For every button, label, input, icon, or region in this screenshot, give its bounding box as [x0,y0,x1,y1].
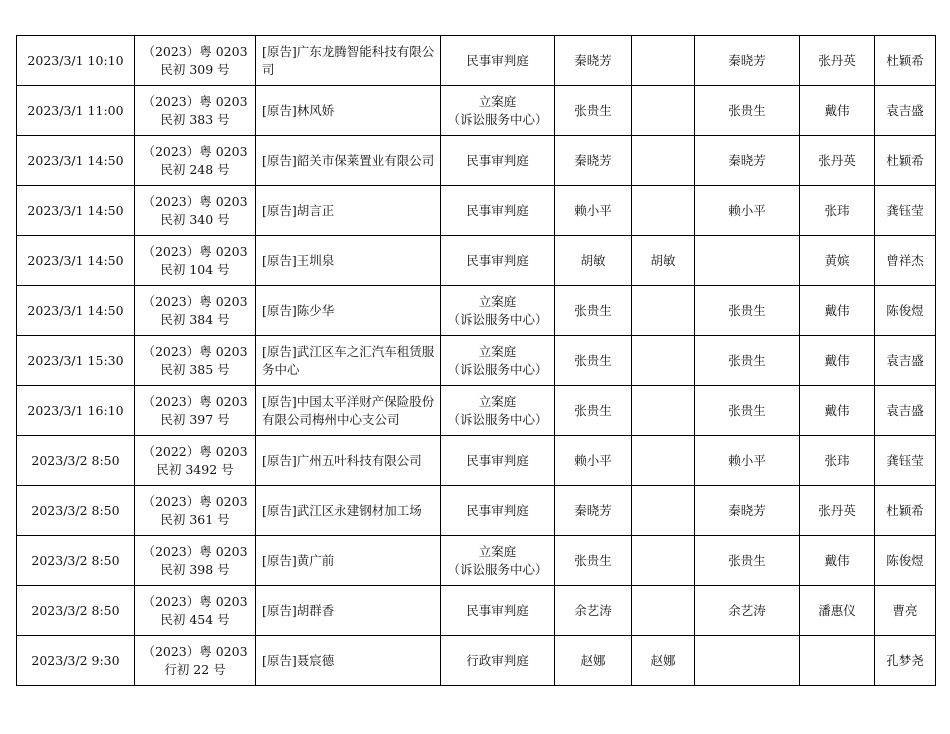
assigned-judge-cell [632,136,695,186]
hearing-time-cell: 2023/3/1 16:10 [17,386,135,436]
assistant-cell: 张丹英 [800,486,875,536]
table-row [17,286,936,336]
clerk-cell: 杜颖希 [875,486,936,536]
hearing-time-cell: 2023/3/1 11:00 [17,86,135,136]
clerk-cell: 袁吉盛 [875,336,936,386]
trial-judge-cell: 秦晓芳 [695,36,800,86]
hearing-time-cell: 2023/3/1 15:30 [17,336,135,386]
court-room-line: 民事审判庭 [466,52,529,68]
presiding-judge-cell: 赵娜 [555,636,632,686]
case-number-cell: （2023）粤 0203 民初 104 号 [135,236,256,286]
assistant-cell: 戴伟 [800,336,875,386]
case-number-cell: （2023）粤 0203 民初 309 号 [135,36,256,86]
party-cell: [原告]广州五叶科技有限公司 [256,436,441,486]
trial-judge-cell: 秦晓芳 [695,136,800,186]
assistant-cell: 张玮 [800,436,875,486]
table-row [17,236,936,286]
assistant-cell: 张玮 [800,186,875,236]
presiding-judge-cell: 胡敏 [555,236,632,286]
presiding-judge-cell: 张贵生 [555,86,632,136]
table-row [17,586,936,636]
hearing-time-cell: 2023/3/2 8:50 [17,586,135,636]
clerk-cell: 孔梦尧 [875,636,936,686]
clerk-cell: 曹亮 [875,586,936,636]
court-room-cell [441,586,555,636]
case-number-cell: （2022）粤 0203 民初 3492 号 [135,436,256,486]
court-room-line: 民事审判庭 [466,252,529,268]
court-room-line: 行政审判庭 [466,652,529,668]
trial-judge-cell: 秦晓芳 [695,486,800,536]
assigned-judge-cell: 胡敏 [632,236,695,286]
party-cell: [原告]胡言正 [256,186,441,236]
clerk-cell: 杜颖希 [875,136,936,186]
presiding-judge-cell: 张贵生 [555,336,632,386]
hearing-time-cell: 2023/3/1 14:50 [17,186,135,236]
court-room-cell [441,386,555,436]
party-cell: [原告]韶关市保莱置业有限公司 [256,136,441,186]
court-room-line: 民事审判庭 [466,202,529,218]
case-number-cell: （2023）粤 0203 民初 340 号 [135,186,256,236]
assistant-cell: 戴伟 [800,86,875,136]
party-cell: [原告]聂宸德 [256,636,441,686]
court-room-cell [441,486,555,536]
party-cell: [原告]广东龙腾智能科技有限公司 [256,36,441,86]
assigned-judge-cell [632,36,695,86]
hearing-time-cell: 2023/3/1 14:50 [17,236,135,286]
clerk-cell: 袁吉盛 [875,386,936,436]
assistant-cell [800,636,875,686]
assigned-judge-cell [632,586,695,636]
clerk-cell: 龚钰莹 [875,436,936,486]
case-number-cell: （2023）粤 0203 民初 384 号 [135,286,256,336]
table-row [17,136,936,186]
court-room-line: 民事审判庭 [466,502,529,518]
court-room-line: （诉讼服务中心） [447,561,548,577]
party-cell: [原告]武江区永建钢材加工场 [256,486,441,536]
court-room-line: （诉讼服务中心） [447,411,548,427]
assigned-judge-cell [632,86,695,136]
assigned-judge-cell [632,286,695,336]
trial-judge-cell: 张贵生 [695,336,800,386]
trial-judge-cell: 赖小平 [695,436,800,486]
case-number-cell: （2023）粤 0203 民初 385 号 [135,336,256,386]
schedule-body [17,36,936,686]
hearing-time-cell: 2023/3/2 8:50 [17,536,135,586]
presiding-judge-cell: 秦晓芳 [555,136,632,186]
clerk-cell: 陈俊煜 [875,286,936,336]
trial-judge-cell: 张贵生 [695,386,800,436]
court-room-line: 民事审判庭 [466,452,529,468]
assigned-judge-cell [632,486,695,536]
court-room-line: 立案庭 [478,343,517,359]
assigned-judge-cell [632,186,695,236]
party-cell: [原告]中国太平洋财产保险股份有限公司梅州中心支公司 [256,386,441,436]
hearing-time-cell: 2023/3/1 10:10 [17,36,135,86]
court-room-line: 立案庭 [478,543,517,559]
hearing-time-cell: 2023/3/2 8:50 [17,436,135,486]
court-room-line: （诉讼服务中心） [447,111,548,127]
assistant-cell: 张丹英 [800,36,875,86]
presiding-judge-cell: 张贵生 [555,536,632,586]
clerk-cell: 杜颖希 [875,36,936,86]
trial-judge-cell [695,636,800,686]
trial-judge-cell: 赖小平 [695,186,800,236]
table-row [17,86,936,136]
presiding-judge-cell: 赖小平 [555,436,632,486]
trial-judge-cell [695,236,800,286]
court-room-line: （诉讼服务中心） [447,361,548,377]
court-room-cell [441,436,555,486]
court-room-line: （诉讼服务中心） [447,311,548,327]
assistant-cell: 戴伟 [800,386,875,436]
court-room-cell [441,136,555,186]
hearing-time-cell: 2023/3/1 14:50 [17,136,135,186]
assistant-cell: 戴伟 [800,536,875,586]
presiding-judge-cell: 秦晓芳 [555,486,632,536]
hearing-time-cell: 2023/3/1 14:50 [17,286,135,336]
case-number-cell: （2023）粤 0203 民初 383 号 [135,86,256,136]
assigned-judge-cell [632,336,695,386]
court-room-line: 立案庭 [478,393,517,409]
court-room-cell [441,286,555,336]
clerk-cell: 曾祥杰 [875,236,936,286]
court-room-line: 立案庭 [478,93,517,109]
assistant-cell: 戴伟 [800,286,875,336]
party-cell: [原告]黄广前 [256,536,441,586]
assistant-cell: 潘惠仪 [800,586,875,636]
trial-judge-cell: 余艺涛 [695,586,800,636]
table-row [17,336,936,386]
case-number-cell: （2023）粤 0203 民初 454 号 [135,586,256,636]
presiding-judge-cell: 张贵生 [555,386,632,436]
presiding-judge-cell: 张贵生 [555,286,632,336]
table-row [17,486,936,536]
hearing-schedule-table [16,35,936,686]
table-row [17,386,936,436]
assistant-cell: 张丹英 [800,136,875,186]
table-row [17,36,936,86]
table-row [17,636,936,686]
assigned-judge-cell [632,386,695,436]
court-room-cell [441,336,555,386]
party-cell: [原告]陈少华 [256,286,441,336]
assigned-judge-cell [632,536,695,586]
presiding-judge-cell: 余艺涛 [555,586,632,636]
court-room-cell [441,36,555,86]
party-cell: [原告]武江区车之汇汽车租赁服务中心 [256,336,441,386]
court-room-line: 立案庭 [478,293,517,309]
case-number-cell: （2023）粤 0203 民初 397 号 [135,386,256,436]
court-room-line: 民事审判庭 [466,602,529,618]
case-number-cell: （2023）粤 0203 民初 361 号 [135,486,256,536]
trial-judge-cell: 张贵生 [695,536,800,586]
court-room-cell [441,536,555,586]
court-room-cell [441,636,555,686]
trial-judge-cell: 张贵生 [695,86,800,136]
party-cell: [原告]林风娇 [256,86,441,136]
court-room-line: 民事审判庭 [466,152,529,168]
table-row [17,186,936,236]
assistant-cell: 黄嫔 [800,236,875,286]
clerk-cell: 龚钰莹 [875,186,936,236]
court-room-cell [441,236,555,286]
table-row [17,436,936,486]
assigned-judge-cell [632,436,695,486]
clerk-cell: 袁吉盛 [875,86,936,136]
court-room-cell [441,186,555,236]
case-number-cell: （2023）粤 0203 民初 398 号 [135,536,256,586]
presiding-judge-cell: 赖小平 [555,186,632,236]
hearing-time-cell: 2023/3/2 8:50 [17,486,135,536]
presiding-judge-cell: 秦晓芳 [555,36,632,86]
table-row [17,536,936,586]
case-number-cell: （2023）粤 0203 民初 248 号 [135,136,256,186]
hearing-time-cell: 2023/3/2 9:30 [17,636,135,686]
party-cell: [原告]王圳泉 [256,236,441,286]
assigned-judge-cell: 赵娜 [632,636,695,686]
trial-judge-cell: 张贵生 [695,286,800,336]
clerk-cell: 陈俊煜 [875,536,936,586]
court-room-cell [441,86,555,136]
case-number-cell: （2023）粤 0203 行初 22 号 [135,636,256,686]
party-cell: [原告]胡群香 [256,586,441,636]
